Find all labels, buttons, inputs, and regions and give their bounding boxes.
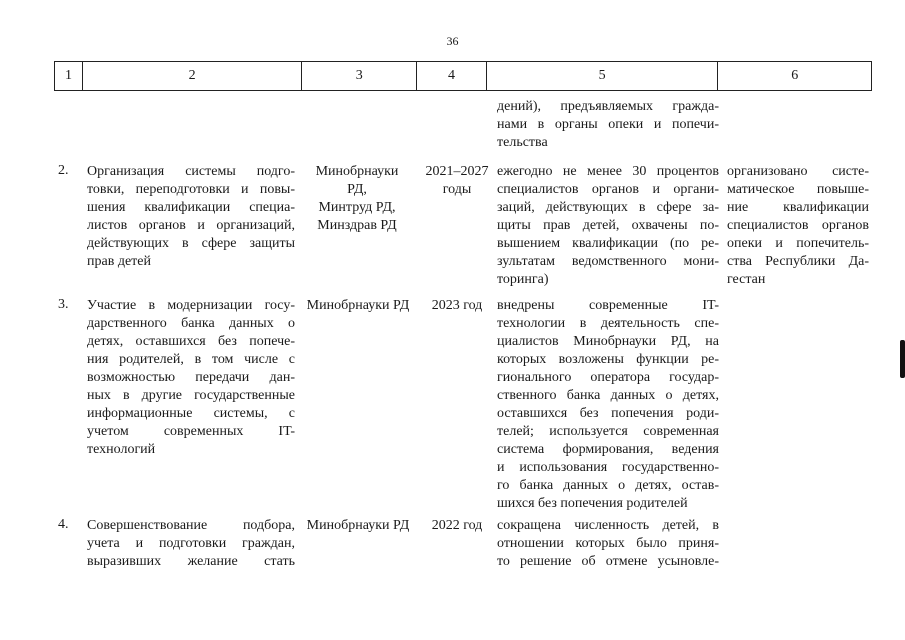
text-line: зультатам ведомственного мони- — [497, 254, 719, 269]
text-line: которых возложены функции ре- — [497, 352, 719, 367]
row-2-result — [497, 163, 719, 289]
column-number-1: 1 — [55, 62, 83, 90]
text-line: го банка данных о детях, остав- — [497, 478, 719, 493]
text-line: система формирования, ведения — [497, 442, 719, 457]
row-3-measure — [87, 297, 295, 459]
text-line: Совершенствование подбора, — [87, 518, 295, 533]
column-number-2: 2 — [83, 62, 302, 90]
text-line: 2023 год — [431, 298, 483, 313]
text-line: оставшихся без попечения роди- — [497, 406, 719, 421]
text-line: телей; используется современная — [497, 424, 719, 439]
text-line: организовано систе- — [727, 164, 869, 179]
text-line: Участие в модернизации госу- — [87, 298, 295, 313]
text-line: информационные системы, с — [87, 406, 295, 421]
text-line: тельства — [497, 135, 548, 150]
text-line: возможностью передачи дан- — [87, 370, 295, 385]
row-number: 2. — [58, 163, 69, 178]
text-line: ежегодно не менее 30 процентов — [497, 164, 719, 179]
text-line: и использования государственно- — [497, 460, 719, 475]
text-line: нами в органы опеки и попечи- — [497, 117, 719, 132]
text-line: 2021–2027 — [425, 164, 489, 179]
text-line: ние квалификации — [727, 200, 869, 215]
text-line: действующих в сфере защиты — [87, 236, 295, 251]
text-line: заций, действующих в сфере за- — [497, 200, 719, 215]
text-line: то решение об отмене усыновле- — [497, 554, 719, 569]
column-number-6: 6 — [791, 68, 799, 83]
text-line: годы — [442, 182, 472, 197]
text-line: шения квалификации специа- — [87, 200, 295, 215]
text-line: отношении которых было приня- — [497, 536, 719, 551]
text-line: Минобрнауки РД — [306, 518, 410, 533]
text-line: шихся без попечения родителей — [497, 496, 688, 511]
text-line: ственного банка данных о детях, — [497, 388, 719, 403]
text-line: технологий — [87, 442, 156, 457]
row-2-executor — [305, 163, 409, 235]
text-line: Минздрав РД — [317, 218, 397, 233]
text-line: опеки и попечитель- — [727, 236, 869, 251]
text-line: вышением квалификации (по ре- — [497, 236, 719, 251]
text-line: Минтруд РД, — [318, 200, 396, 215]
text-line: Минобрнауки РД — [306, 298, 410, 313]
text-line: ния родителей, в том числе с — [87, 352, 295, 367]
row-3-deadline — [420, 297, 494, 315]
column-number-3: 3 — [302, 62, 417, 90]
row-3-executor — [298, 297, 418, 315]
text-line: Организация системы подго- — [87, 164, 295, 179]
text-line: детях, оставшихся без попече- — [87, 334, 295, 349]
row-4-deadline — [420, 517, 494, 535]
text-line: гестан — [727, 272, 766, 287]
column-number-4: 4 — [417, 62, 487, 90]
text-line: дарственного банка данных о — [87, 316, 295, 331]
text-line: РД, — [347, 182, 367, 197]
text-line: торинга) — [497, 272, 549, 287]
text-line: ных в другие государственные — [87, 388, 295, 403]
row-2-measure — [87, 163, 295, 271]
text-line: сокращена численность детей, в — [497, 518, 719, 533]
text-line: дений), предъявляемых гражда- — [497, 99, 719, 114]
text-line: выразивших желание стать — [87, 554, 295, 569]
text-line: прав детей — [87, 254, 151, 269]
row-number: 4. — [58, 517, 69, 532]
text-line: специалистов органов — [727, 218, 869, 233]
text-line: матическое повыше- — [727, 182, 869, 197]
row-4-executor — [298, 517, 418, 535]
scan-edge-mark — [900, 340, 905, 378]
text-line: 2022 год — [431, 518, 483, 533]
text-line: учета и подготовки граждан, — [87, 536, 295, 551]
page-number: 36 — [446, 34, 459, 48]
text-line: щиты прав детей, охвачены по- — [497, 218, 719, 233]
text-line: внедрены современные IT- — [497, 298, 719, 313]
text-line: листов органов и организаций, — [87, 218, 295, 233]
text-line: Минобрнауки — [315, 164, 399, 179]
row-4-result — [497, 517, 719, 571]
row-number: 3. — [58, 297, 69, 312]
text-line: технологии в деятельность спе- — [497, 316, 719, 331]
row-4-measure — [87, 517, 295, 571]
text-line: гионального оператора государ- — [497, 370, 719, 385]
continuation-cell — [497, 98, 719, 152]
row-2-indicator — [727, 163, 869, 289]
column-number-5: 5 — [487, 62, 718, 90]
text-line: товки, переподготовки и повы- — [87, 182, 295, 197]
text-line: ства Республики Да- — [727, 254, 869, 269]
table-header — [54, 61, 872, 91]
text-line: циалистов Минобрнауки РД, на — [497, 334, 719, 349]
row-2-deadline — [420, 163, 494, 199]
row-3-result — [497, 297, 719, 513]
text-line: учетом современных IT- — [87, 424, 295, 439]
text-line: специалистов органов и органи- — [497, 182, 719, 197]
